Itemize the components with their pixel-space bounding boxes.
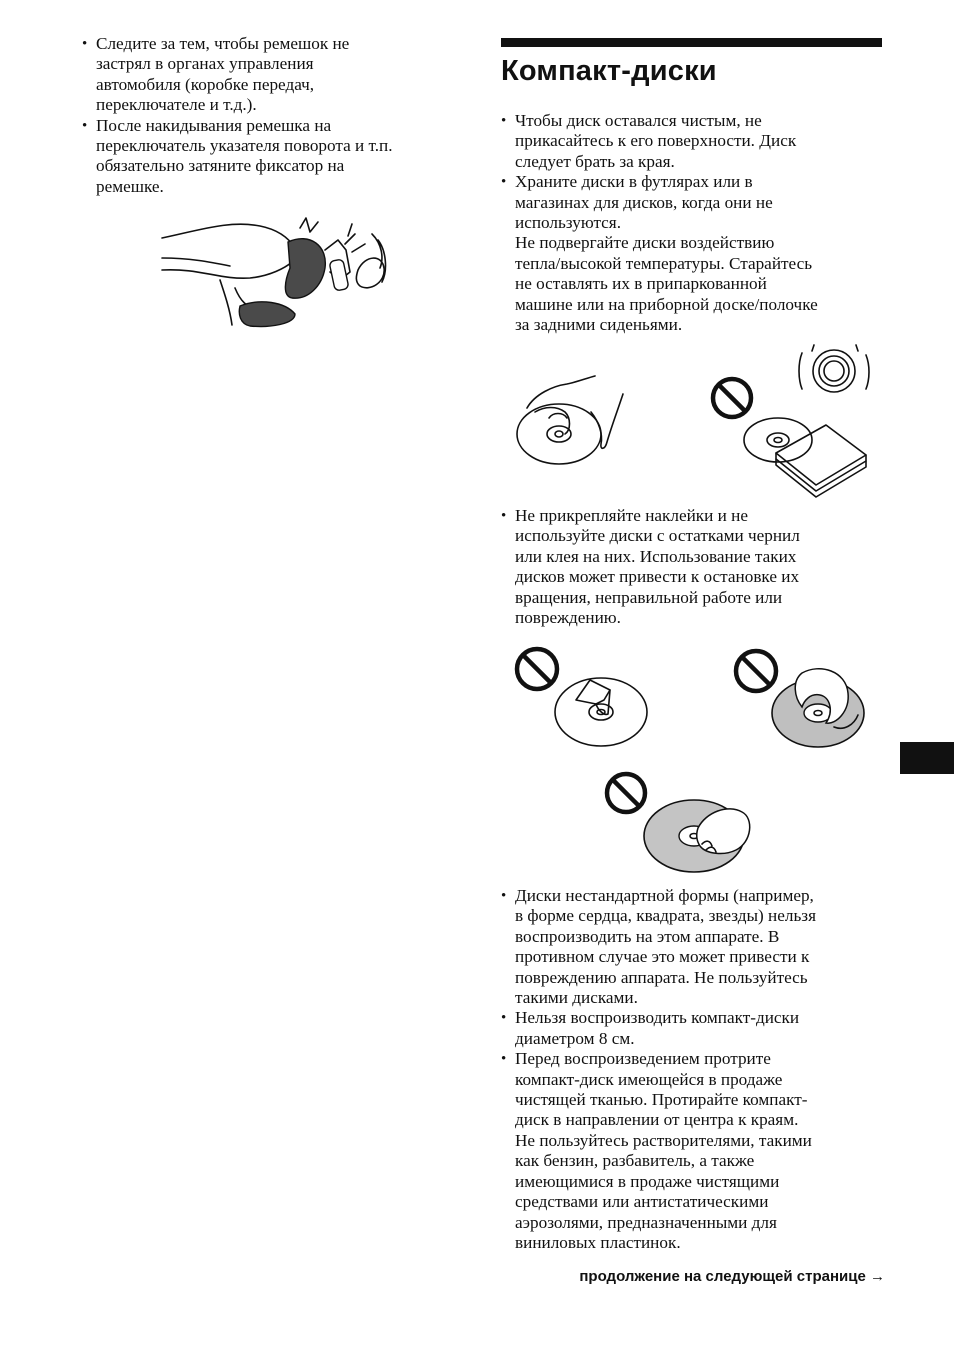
bullet-strap-not-stuck: • Следите за тем, чтобы ремешок не застрял в органах управления автомобиля (коробке передач, переключателе и т.д.). xyxy=(82,34,482,116)
no-residue-illustration xyxy=(730,645,900,751)
hold-disc-edges-illustration xyxy=(515,372,635,472)
no-heat-illustration xyxy=(706,343,876,503)
right-column xyxy=(501,38,885,335)
right-column-block-2 xyxy=(501,506,885,628)
left-column xyxy=(82,34,482,197)
section-tab-marker xyxy=(900,742,954,774)
section-rule xyxy=(501,38,882,47)
bullet-8cm-discs: • Нельзя воспроизводить компакт-диски диаметром 8 см. xyxy=(501,1008,885,1049)
right-column-block-3 xyxy=(501,886,885,1253)
no-sticker-illustration xyxy=(512,644,652,748)
bullet-nonstandard-shape: • Диски нестандартной формы (например, в форме сердца, квадрата, звезды) нельзя воспроизводить на этом аппарате. В противном случае это может привести к повреждению аппарата. Не пользуйтесь такими дисками. xyxy=(501,886,885,1008)
section-title: Компакт-диски xyxy=(501,55,717,87)
bullet-list-labels xyxy=(501,506,885,628)
bullet-storage-heat: • Храните диски в футлярах или в магазинах для дисков, когда они не используются. Не подвергайте диски воздействию тепла/высокой температуры. Старайтесь не оставлять их в припаркованной машине или на приборной доске/полочке за задними сиденьями. xyxy=(501,172,885,335)
bullet-list-handling xyxy=(501,111,885,335)
no-circular-wipe-illustration xyxy=(602,770,772,874)
continued-next-page: продолжение на следующей странице → xyxy=(579,1268,885,1285)
strap-pedal-illustration xyxy=(160,210,400,335)
bullet-keep-clean: • Чтобы диск оставался чистым, не прикасайтесь к его поверхности. Диск следует брать за края. xyxy=(501,111,885,172)
bullet-tighten-strap: • После накидывания ремешка на переключатель указателя поворота и т.п. обязательно затяните фиксатор на ремешке. xyxy=(82,116,482,198)
bullet-no-stickers: • Не прикрепляйте наклейки и не используйте диски с остатками чернил или клея на них. Использование таких дисков может привести к остановке их вращения, неправильной работе или повреждению. xyxy=(501,506,885,628)
bullet-list-playback xyxy=(501,886,885,1253)
bullet-cleaning: • Перед воспроизведением протрите компакт-диск имеющейся в продаже чистящей тканью. Протирайте компакт- диск в направлении от центра к краям. Не пользуйтесь растворителями, такими как бензин, разбавитель, а также имеющимися в продаже чистящими средствами или антистатическими аэрозолями, предназначенными для виниловых пластинок. xyxy=(501,1049,885,1253)
left-bullet-list xyxy=(82,34,482,197)
